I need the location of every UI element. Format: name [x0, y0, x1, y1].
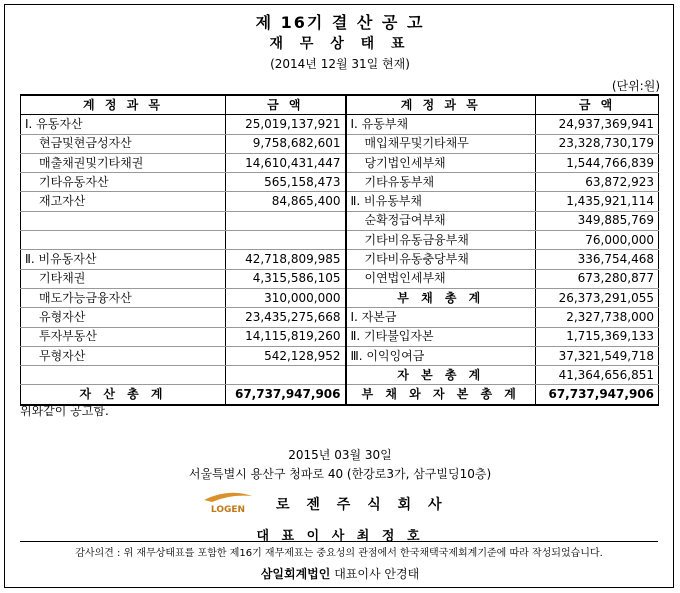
account-right: Ⅱ. 비유동부채 [346, 192, 536, 211]
table-row [21, 250, 659, 269]
table-row [21, 115, 659, 134]
account-left: 현금및현금성자산 [21, 134, 226, 153]
unit-label: (단위:원) [611, 79, 660, 93]
account-left: 재고자산 [21, 192, 226, 211]
table-row [21, 134, 659, 153]
amount-left: 42,718,809,985 [226, 250, 346, 269]
table-row [21, 173, 659, 192]
opinion-divider [20, 541, 658, 542]
amount-left: 14,610,431,447 [226, 153, 346, 172]
amount-right: 24,937,369,941 [536, 115, 659, 134]
total-liab-equity-label: 부 채 와 자 본 총 계 [346, 385, 536, 405]
amount-left [226, 231, 346, 250]
table-row [21, 366, 659, 385]
amount-right: 336,754,468 [536, 250, 659, 269]
account-right: 부 채 총 계 [346, 288, 536, 307]
amount-right: 1,715,369,133 [536, 327, 659, 346]
amount-right: 1,435,921,114 [536, 192, 659, 211]
total-assets-label: 자 산 총 계 [21, 385, 226, 405]
account-left: 기타유동자산 [21, 173, 226, 192]
amount-left [226, 366, 346, 385]
total-assets-amount: 67,737,947,906 [226, 385, 346, 405]
account-right: Ⅰ. 자본금 [346, 308, 536, 327]
balance-sheet-table [20, 94, 659, 406]
table-row [21, 308, 659, 327]
table-row [21, 327, 659, 346]
account-right: 기타비유동금융부채 [346, 231, 536, 250]
table-row [21, 231, 659, 250]
table-row [21, 211, 659, 230]
col-header-amount-left: 금 액 [226, 95, 346, 115]
amount-right: 41,364,656,851 [536, 366, 659, 385]
amount-left: 14,115,819,260 [226, 327, 346, 346]
account-right: 기타유동부채 [346, 173, 536, 192]
account-left [21, 366, 226, 385]
account-left: 투자부동산 [21, 327, 226, 346]
account-right: 당기법인세부채 [346, 153, 536, 172]
logo-text: LOGEN [210, 505, 246, 515]
amount-right: 23,328,730,179 [536, 134, 659, 153]
amount-right: 37,321,549,718 [536, 346, 659, 365]
amount-right: 2,327,738,000 [536, 308, 659, 327]
table-row [21, 192, 659, 211]
account-left: 매출채권및기타채권 [21, 153, 226, 172]
amount-right: 76,000,000 [536, 231, 659, 250]
amount-left: 25,019,137,921 [226, 115, 346, 134]
account-left: 매도가능금융자산 [21, 288, 226, 307]
amount-right: 349,885,769 [536, 211, 659, 230]
account-left: Ⅰ. 유동자산 [21, 115, 226, 134]
company-address: 서울특별시 용산구 청파로 40 (한강로3가, 삼구빌딩10층) [188, 467, 492, 481]
amount-right: 673,280,877 [536, 269, 659, 288]
account-right: 이연법인세부채 [346, 269, 536, 288]
account-right: Ⅰ. 유동부채 [346, 115, 536, 134]
total-liab-equity-amount: 67,737,947,906 [536, 385, 659, 405]
amount-right: 63,872,923 [536, 173, 659, 192]
account-right: 기타비유동충당부채 [346, 250, 536, 269]
auditor-firm: 삼일회계법인 [260, 567, 331, 581]
amount-left: 23,435,275,668 [226, 308, 346, 327]
table-row [21, 288, 659, 307]
table-row [21, 153, 659, 172]
account-right: 순확정급여부채 [346, 211, 536, 230]
statement-title: 재 무 상 태 표 [269, 36, 411, 52]
account-left: 기타채권 [21, 269, 226, 288]
account-left [21, 211, 226, 230]
account-left: 무형자산 [21, 346, 226, 365]
table-body [21, 115, 659, 405]
account-left [21, 231, 226, 250]
account-right: Ⅱ. 기타불입자본 [346, 327, 536, 346]
amount-right: 26,373,291,055 [536, 288, 659, 307]
company-name: 로 젠 주 식 회 사 [276, 497, 448, 513]
amount-left: 542,128,952 [226, 346, 346, 365]
notice-title: 제 16기 결 산 공 고 [255, 13, 425, 32]
audit-opinion: 감사의견 : 위 재무상태표를 포함한 제16기 재무제표는 중요성의 관점에서 한국채택국제회계기준에 따라 작성되었습니다. [75, 548, 603, 559]
amount-left: 565,158,473 [226, 173, 346, 192]
auditor-representative: 대표이사 안경태 [334, 567, 420, 581]
amount-left: 84,865,400 [226, 192, 346, 211]
amount-left: 4,315,586,105 [226, 269, 346, 288]
col-header-amount-right: 금 액 [536, 95, 659, 115]
amount-left [226, 211, 346, 230]
auditor-line [0, 565, 680, 582]
logen-logo-icon [200, 488, 256, 518]
amount-right: 1,544,766,839 [536, 153, 659, 172]
table-row [21, 346, 659, 365]
amount-left: 9,758,682,601 [226, 134, 346, 153]
total-row [21, 385, 659, 405]
representative-name: 대 표 이 사 최 정 호 [256, 529, 424, 544]
account-right: 자 본 총 계 [346, 366, 536, 385]
table-row [21, 269, 659, 288]
account-left: 유형자산 [21, 308, 226, 327]
col-header-account-right: 계 정 과 목 [346, 95, 536, 115]
amount-left: 310,000,000 [226, 288, 346, 307]
notice-date: 2015년 03월 30일 [288, 448, 392, 462]
account-left: Ⅱ. 비유동자산 [21, 250, 226, 269]
col-header-account-left: 계 정 과 목 [21, 95, 226, 115]
header-row [21, 95, 659, 115]
notice-statement: 위와같이 공고함. [20, 404, 109, 418]
account-right: Ⅲ. 이익잉여금 [346, 346, 536, 365]
as-of-date: (2014년 12월 31일 현재) [270, 57, 410, 71]
account-right: 매입채무및기타채무 [346, 134, 536, 153]
